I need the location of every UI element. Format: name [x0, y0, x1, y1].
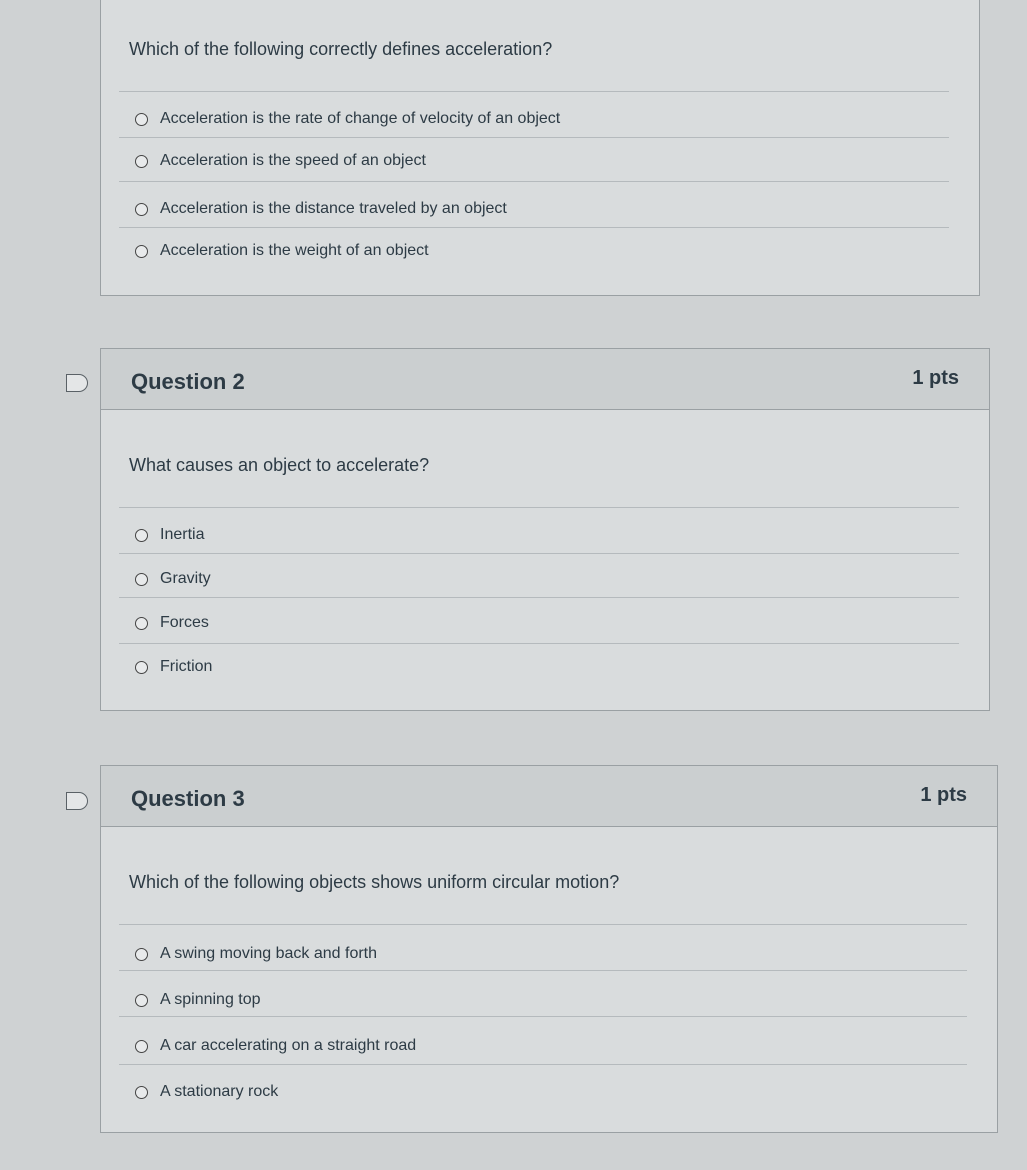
divider	[119, 643, 959, 644]
answer-label: Gravity	[160, 570, 211, 587]
radio-button[interactable]	[135, 1086, 148, 1099]
radio-button[interactable]	[135, 661, 148, 674]
question-header	[101, 349, 989, 410]
question-2-card	[100, 348, 990, 711]
radio-button[interactable]	[135, 994, 148, 1007]
flag-question-icon[interactable]	[66, 792, 88, 810]
answer-option[interactable]	[135, 141, 949, 181]
answer-label: Inertia	[160, 526, 205, 543]
divider	[119, 137, 949, 138]
answer-label: Friction	[160, 658, 213, 675]
radio-button[interactable]	[135, 245, 148, 258]
answer-label: Acceleration is the weight of an object	[160, 242, 429, 259]
answer-option[interactable]	[135, 189, 949, 229]
divider	[119, 924, 967, 925]
answer-label: Acceleration is the rate of change of velocity of an object	[160, 110, 561, 127]
answer-option[interactable]	[135, 647, 959, 687]
answer-option[interactable]	[135, 980, 967, 1020]
question-title: Question 3	[131, 786, 245, 811]
question-2-text: What causes an object to accelerate?	[129, 455, 430, 475]
divider	[119, 91, 949, 92]
answer-label: A swing moving back and forth	[160, 945, 378, 962]
radio-button[interactable]	[135, 1040, 148, 1053]
answer-option[interactable]	[135, 1026, 967, 1066]
question-1-card	[100, 0, 980, 296]
divider	[119, 970, 967, 971]
question-points: 1 pts	[912, 367, 959, 389]
answer-option[interactable]	[135, 1072, 967, 1112]
question-3-card	[100, 765, 998, 1133]
divider	[119, 553, 959, 554]
answer-label: A stationary rock	[160, 1083, 279, 1100]
radio-button[interactable]	[135, 573, 148, 586]
divider	[119, 227, 949, 228]
answer-label: A car accelerating on a straight road	[160, 1037, 417, 1054]
divider	[119, 597, 959, 598]
answer-label: Acceleration is the distance traveled by an object	[160, 200, 507, 217]
divider	[119, 181, 949, 182]
answer-label: A spinning top	[160, 991, 261, 1008]
divider	[119, 1016, 967, 1017]
answer-option[interactable]	[135, 559, 959, 599]
answer-option[interactable]	[135, 934, 967, 974]
radio-button[interactable]	[135, 113, 148, 126]
question-3-text: Which of the following objects shows uniform circular motion?	[129, 872, 620, 892]
question-header	[101, 766, 997, 827]
radio-button[interactable]	[135, 617, 148, 630]
flag-question-icon[interactable]	[66, 374, 88, 392]
answer-label: Acceleration is the speed of an object	[160, 152, 426, 169]
divider	[119, 1064, 967, 1065]
question-1-text: Which of the following correctly defines acceleration?	[129, 39, 553, 59]
radio-button[interactable]	[135, 529, 148, 542]
answer-option[interactable]	[135, 99, 949, 139]
radio-button[interactable]	[135, 948, 148, 961]
question-points: 1 pts	[920, 784, 967, 806]
divider	[119, 507, 959, 508]
radio-button[interactable]	[135, 203, 148, 216]
answer-label: Forces	[160, 614, 209, 631]
answer-option[interactable]	[135, 515, 959, 555]
question-title: Question 2	[131, 369, 245, 394]
radio-button[interactable]	[135, 155, 148, 168]
answer-option[interactable]	[135, 231, 949, 271]
answer-option[interactable]	[135, 603, 959, 643]
